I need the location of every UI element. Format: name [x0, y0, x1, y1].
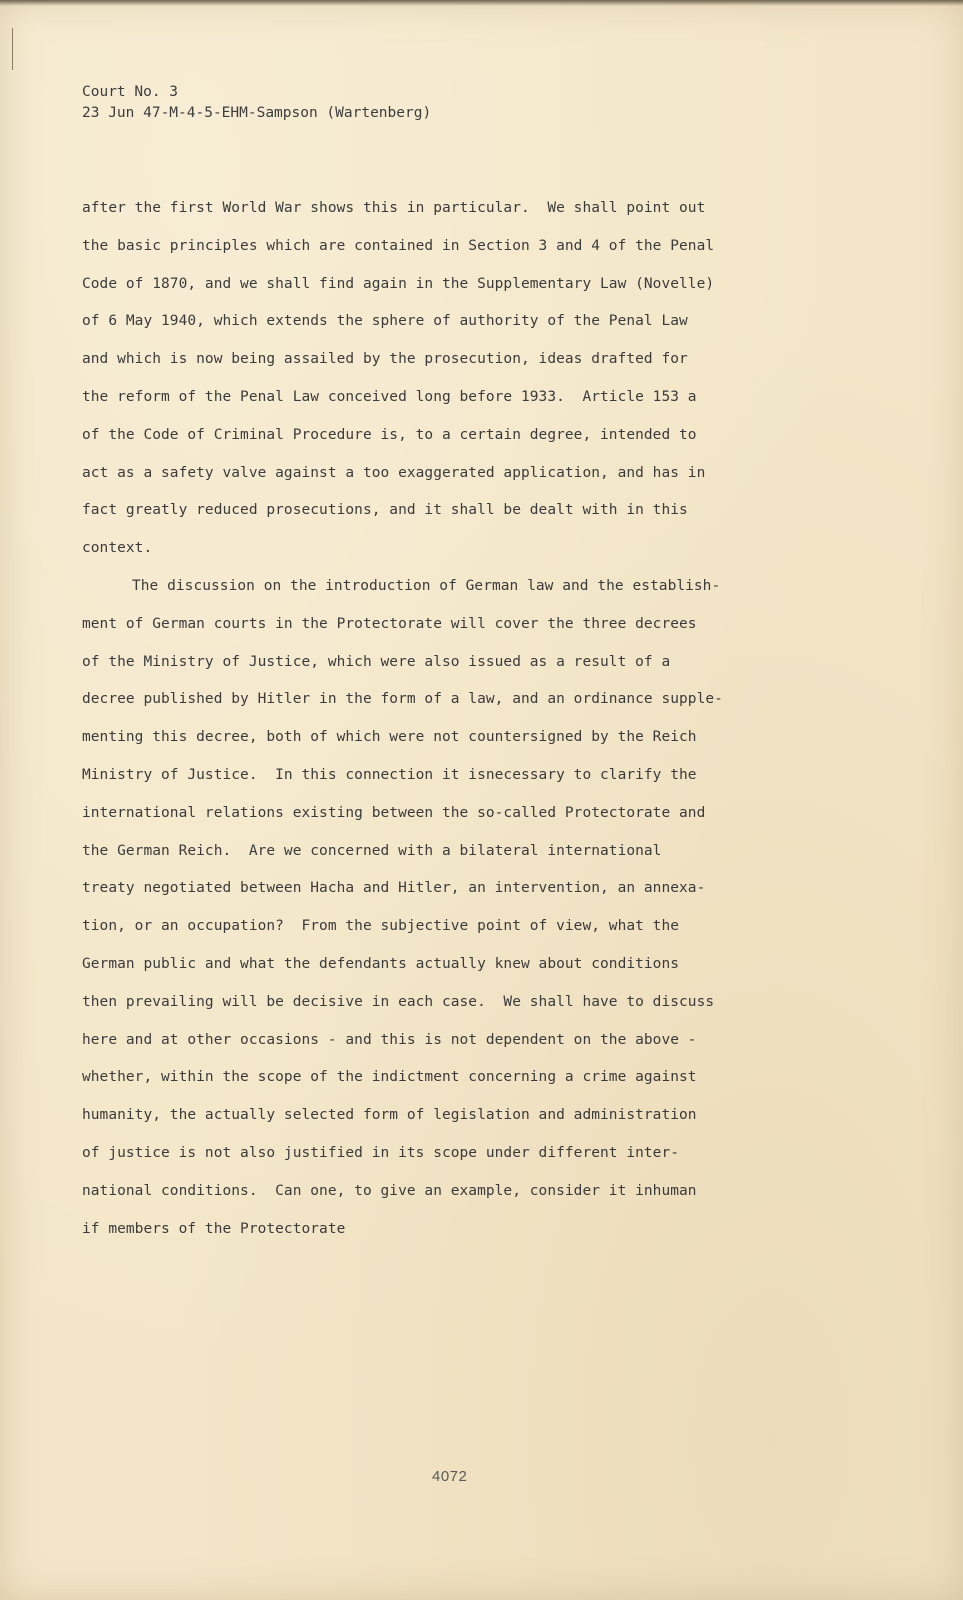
text-line: humanity, the actually selected form of legislation and administration: [82, 1107, 697, 1124]
document-header: [82, 82, 431, 124]
text-line: here and at other occasions - and this is not dependent on the above -: [82, 1031, 697, 1048]
text-line: the basic principles which are contained in Section 3 and 4 of the Penal: [82, 237, 715, 254]
text-line: of 6 May 1940, which extends the sphere of authority of the Penal Law: [82, 313, 688, 330]
text-line: of the Code of Criminal Procedure is, to a certain degree, intended to: [82, 426, 697, 443]
scan-top-edge: [0, 0, 963, 6]
text-line: the reform of the Penal Law conceived long before 1933. Article 153 a: [82, 388, 697, 405]
paragraph-1: [82, 196, 922, 574]
text-line: act as a safety valve against a too exaggerated application, and has in: [82, 464, 706, 481]
page-number: 4072: [432, 1468, 468, 1485]
text-line: after the first World War shows this in particular. We shall point out: [82, 200, 706, 216]
text-line: Code of 1870, and we shall find again in the Supplementary Law (Novelle): [82, 275, 715, 292]
text-line: international relations existing between the so-called Protectorate and: [82, 804, 706, 821]
court-number: Court No. 3: [82, 84, 179, 100]
transcript-body: [82, 196, 922, 1254]
text-line: context.: [82, 540, 153, 557]
session-reference: 23 Jun 47-M-4-5-EHM-Sampson (Wartenberg): [82, 105, 432, 121]
paragraph-2: [82, 574, 922, 1254]
text-line: German public and what the defendants actually knew about conditions: [82, 955, 680, 972]
text-line: of the Ministry of Justice, which were also issued as a result of a: [82, 653, 671, 670]
text-line: fact greatly reduced prosecutions, and it shall be dealt with in this: [82, 502, 688, 519]
text-line: The discussion on the introduction of German law and the establish-: [132, 577, 721, 594]
text-line: tion, or an occupation? From the subjective point of view, what the: [82, 918, 680, 935]
text-line: if members of the Protectorate: [82, 1220, 346, 1237]
text-line: national conditions. Can one, to give an example, consider it inhuman: [82, 1182, 697, 1199]
text-line: whether, within the scope of the indictment concerning a crime against: [82, 1069, 697, 1086]
text-line: decree published by Hitler in the form of a law, and an ordinance supple-: [82, 691, 723, 708]
text-line: menting this decree, both of which were not countersigned by the Reich: [82, 729, 697, 746]
margin-mark: [12, 28, 13, 70]
text-line: then prevailing will be decisive in each case. We shall have to discuss: [82, 993, 715, 1010]
text-line: and which is now being assailed by the prosecution, ideas drafted for: [82, 351, 688, 368]
text-line: of justice is not also justified in its scope under different inter-: [82, 1144, 680, 1161]
text-line: the German Reich. Are we concerned with a bilateral international: [82, 842, 662, 859]
text-line: ment of German courts in the Protectorate will cover the three decrees: [82, 615, 697, 632]
text-line: treaty negotiated between Hacha and Hitler, an intervention, an annexa-: [82, 880, 706, 897]
text-line: Ministry of Justice. In this connection it isnecessary to clarify the: [82, 766, 697, 783]
